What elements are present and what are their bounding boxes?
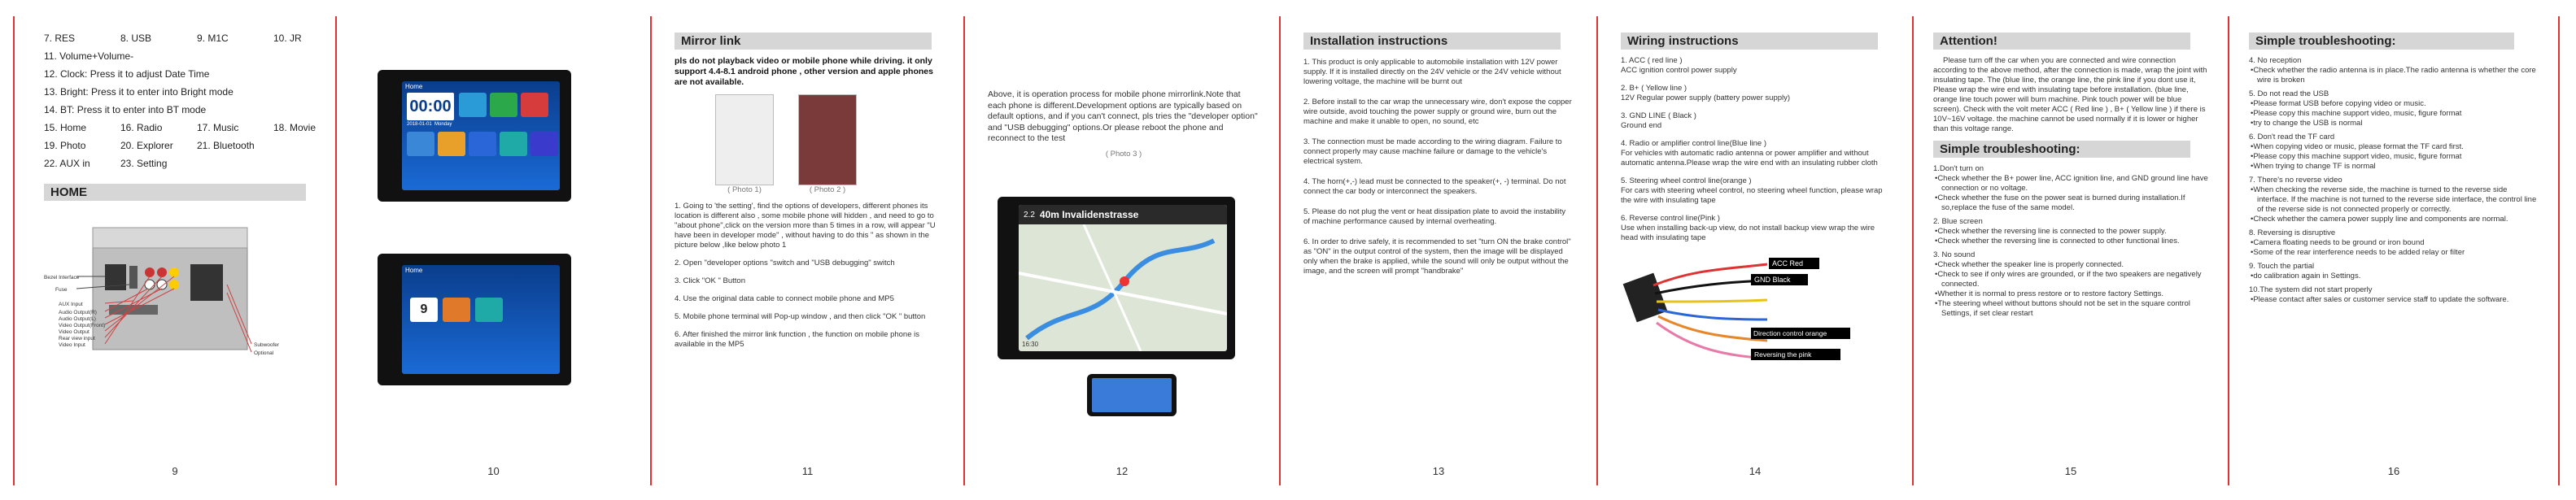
wiring-item-desc: For cars with steering wheel control, no steering wheel function, please wrap the wire with insulating tape bbox=[1621, 186, 1883, 205]
phone-photo-1 bbox=[715, 94, 774, 185]
wiring-list bbox=[1621, 56, 1889, 243]
trouble-bullet: •try to change the USB is normal bbox=[2251, 119, 2363, 128]
menu-item: 15. Home bbox=[44, 122, 87, 133]
menu-row bbox=[44, 83, 306, 101]
trouble-title: 5. Do not read the USB bbox=[2249, 89, 2329, 98]
wiring-item-desc: 12V Regular power supply (battery power supply) bbox=[1621, 93, 1791, 102]
menu-list bbox=[44, 29, 317, 172]
callout-rear-view: Rear view input bbox=[59, 336, 95, 341]
step-item: 4. Use the original data cable to connect mobile phone and MP5 bbox=[675, 294, 894, 303]
trouble-title: 10.The system did not start properly bbox=[2249, 285, 2373, 294]
menu-item: 17. Music bbox=[197, 122, 239, 133]
page-number: 16 bbox=[2387, 465, 2400, 477]
instruction-item: 6. In order to drive safely, it is recommended to set "turn ON the brake control" as "ON" in the output control of the system, then the image will be displayed only when the brake is applied, while the sound will only be output without the image, and the screen will prompt "handbrake" bbox=[1303, 237, 1571, 276]
setting-tile[interactable] bbox=[530, 132, 558, 156]
wiring-header: Wiring instructions bbox=[1621, 33, 1878, 50]
trouble-bullet: •Please copy this machine support video, music, figure format bbox=[2251, 152, 2462, 161]
troubleshooting-header-2: Simple troubleshooting: bbox=[2249, 33, 2514, 50]
trouble-bullet: •Check whether the fuse on the power seat is burned during installation.If so,replace the fuse of the same model. bbox=[1935, 193, 2185, 212]
step-item: 6. After finished the mirror link function , the function on mobile phone is available in the MP5 bbox=[675, 330, 919, 349]
trouble-bullet: •When trying to change TF is normal bbox=[2251, 162, 2376, 171]
callout-video-front: Video Output(Front) bbox=[59, 323, 106, 328]
menu-item: 8. USB bbox=[120, 33, 152, 44]
trouble-title: 8. Reversing is disruptive bbox=[2249, 228, 2336, 237]
status-bar: Home bbox=[405, 83, 423, 90]
label-gnd-black: GND Black bbox=[1754, 276, 1791, 284]
page-10 bbox=[335, 16, 650, 485]
trouble-bullet: •Check whether the radio antenna is in place.The radio antenna is whether the core wire is broken bbox=[2251, 66, 2536, 85]
steps-list bbox=[675, 202, 941, 350]
trouble-bullet: •Camera floating needs to be ground or iron bound bbox=[2251, 238, 2425, 247]
mirror-link-header: Mirror link bbox=[675, 33, 932, 50]
wiring-item-title: 4. Radio or amplifier control line(Blue line ) bbox=[1621, 139, 1766, 148]
nav-distance: 2.2 bbox=[1024, 210, 1035, 220]
callout-optional: Optional bbox=[254, 350, 274, 356]
page-11 bbox=[650, 16, 963, 485]
menu-item: 22. AUX in bbox=[44, 158, 90, 169]
wiring-item-desc: Use when installing back-up view, do not install backup view wrap the wire head with insulating tape bbox=[1621, 224, 1875, 242]
menu-item: 14. BT: Press it to enter into BT mode bbox=[44, 104, 207, 115]
aux-tile-3[interactable] bbox=[475, 298, 503, 322]
callout-video-in: Video Input bbox=[59, 342, 85, 348]
trouble-bullet: •When copying video or music, please format the TF card first. bbox=[2251, 142, 2464, 151]
wiring-item bbox=[1621, 176, 1889, 206]
label-reversing-pink: Reversing the pink bbox=[1754, 350, 1812, 359]
page-number: 11 bbox=[801, 465, 814, 477]
trouble-title: 4. No reception bbox=[2249, 56, 2302, 65]
installation-header: Installation instructions bbox=[1303, 33, 1561, 50]
step-item: 2. Open "developer options "switch and "USB debugging" switch bbox=[675, 259, 895, 267]
trouble-bullet: •Some of the rear interference needs to be added relay or filter bbox=[2251, 248, 2465, 257]
trouble-title: 2. Blue screen bbox=[1933, 217, 1983, 226]
wiring-item-desc: For vehicles with automatic radio antenna or power amplifier and without automatic antenna.Please wrap the wire end with an insulating rubber cloth bbox=[1621, 149, 1878, 167]
attention-header: Attention! bbox=[1933, 33, 2190, 50]
page-number: 10 bbox=[487, 465, 500, 477]
explorer-tile[interactable] bbox=[438, 132, 465, 156]
nav-map bbox=[1019, 224, 1227, 351]
callout-bezel: Bezel Interface bbox=[44, 275, 80, 280]
trouble-bullet: •Check whether the speaker line is properly connected. bbox=[1935, 260, 2124, 269]
home-header: HOME bbox=[44, 184, 306, 201]
trouble-item bbox=[1933, 250, 2208, 319]
instruction-item: 4. The horn(+,-) lead must be connected to the speaker(+, -) terminal. Do not connect the car body or interconnect the speakers. bbox=[1303, 177, 1566, 196]
aux-tile-2[interactable] bbox=[443, 298, 470, 322]
nav-unit bbox=[998, 197, 1235, 359]
callout-subwoofer: Subwoofer bbox=[254, 342, 280, 348]
menu-item: 19. Photo bbox=[44, 140, 86, 151]
trouble-bullet: •Please copy this machine support video, music, figure format bbox=[2251, 109, 2462, 118]
menu-item: 18. Movie bbox=[273, 122, 317, 133]
wiring-item bbox=[1621, 84, 1889, 103]
attention-text: Please turn off the car when you are connected and wire connection according to the above method, after the connection is made, wrap the joint with insulating tape. The (blue line, the orange line, the pink line if you dont use it, Please wrap the wire end with insulating tape before installation. (blue line, orange line touch power will burn machine. Pink touch power will be blue screen). Check with the volt meter ACC ( Red line ) , B+ ( Yellow line ) if there is 10V~16V voltage. the machine cannot be used normally if it is lower or higher than this voltage range. bbox=[1933, 56, 2207, 133]
label-acc-red: ACC Red bbox=[1772, 259, 1804, 267]
instruction-item: 3. The connection must be made according to the wiring diagram. Failure to connect properly may cause machine failure or damage to the vehicle's electrical system. bbox=[1303, 137, 1562, 166]
instruction-item: 2. Before install to the car wrap the unnecessary wire, don't expose the copper wire outside, avoid touching the power supply or ground wire, burn out the machine and make it unable to open, no sound, etc bbox=[1303, 98, 1572, 126]
page-9 bbox=[13, 16, 335, 485]
date-display: 2018-01-01 bbox=[407, 122, 432, 127]
menu-row bbox=[44, 101, 306, 119]
trouble-item bbox=[2249, 228, 2539, 258]
trouble-title: 7. There's no reverse video bbox=[2249, 176, 2342, 185]
page-number: 13 bbox=[1432, 465, 1445, 477]
aux-tile[interactable] bbox=[500, 132, 527, 156]
instruction-item: 1. This product is only applicable to automobile installation with 12V power supply. If it is installed directly on the 24V vehicle or the 24V vehicle without lowering voltage, the machine will be burnt out bbox=[1303, 58, 1561, 86]
wiring-item-title: 6. Reverse control line(Pink ) bbox=[1621, 214, 1720, 223]
step-item: 3. Click "OK " Button bbox=[675, 276, 745, 285]
page-12 bbox=[963, 16, 1279, 485]
wiring-item-title: 2. B+ ( Yellow line ) bbox=[1621, 84, 1687, 93]
trouble-bullet: •Check whether the B+ power line, ACC ignition line, and GND ground line have connection or no voltage. bbox=[1935, 174, 2208, 193]
status-bar-2: Home bbox=[405, 267, 423, 274]
wiring-item-desc: Ground end bbox=[1621, 121, 1662, 130]
callout-video-out: Video Output bbox=[59, 329, 90, 335]
music-tile[interactable] bbox=[490, 93, 517, 117]
photo-2-caption: ( Photo 2 ) bbox=[809, 185, 846, 194]
movie-tile[interactable] bbox=[521, 93, 548, 117]
trouble-title: 3. No sound bbox=[1933, 250, 1976, 259]
nav-street: 40m Invalidenstrasse bbox=[1039, 209, 1139, 220]
step-item: 1. Going to 'the setting', find the options of developers, different phones its location is different also , some mobile phone will hidden , and need to go to "about phone",click on the version more than 5 times in a row, will appear "U have been in developer mode" , without having to do this " as shown in the picture below ,like below photo 1 bbox=[675, 202, 936, 250]
head-unit-screen-1 bbox=[378, 70, 571, 202]
wiring-item bbox=[1621, 111, 1889, 131]
page-13 bbox=[1279, 16, 1596, 485]
head-unit-rear-diagram bbox=[44, 207, 312, 386]
trouble-title: 9. Touch the partial bbox=[2249, 262, 2315, 271]
wiring-item bbox=[1621, 139, 1889, 168]
callout-audio-l: Audio Output(L) bbox=[59, 316, 96, 322]
trouble-item bbox=[1933, 164, 2208, 213]
wiring-item-title: 5. Steering wheel control line(orange ) bbox=[1621, 176, 1752, 185]
trouble-bullet: •Check to see if only wires are grounded, or if the two speakers are negatively connected. bbox=[1935, 270, 2202, 289]
menu-item: 11. Volume+Volume- bbox=[44, 50, 134, 62]
trouble-bullet: •The steering wheel without buttons should not be set in the square control Settings, if set clear restart bbox=[1935, 299, 2190, 318]
trouble-bullet: •Check whether the reversing line is connected to the power supply. bbox=[1935, 227, 2167, 236]
page-number: 15 bbox=[2064, 465, 2077, 477]
page-16 bbox=[2228, 16, 2560, 485]
trouble-item bbox=[1933, 217, 2208, 246]
menu-item: 9. M1C bbox=[197, 33, 229, 44]
wiring-item-title: 3. GND LINE ( Black ) bbox=[1621, 111, 1696, 120]
callout-audio-r: Audio Output(R) bbox=[59, 310, 97, 315]
wiring-harness-diagram bbox=[1621, 253, 1865, 367]
phone-cable-image bbox=[1087, 374, 1177, 416]
page-number: 9 bbox=[172, 465, 178, 477]
trouble-item bbox=[2249, 89, 2539, 128]
menu-row bbox=[44, 119, 317, 137]
photo-1-caption: ( Photo 1) bbox=[727, 185, 762, 194]
trouble-bullet: •Please format USB before copying video or music. bbox=[2251, 99, 2426, 108]
menu-item: 16. Radio bbox=[120, 122, 163, 133]
page-14 bbox=[1596, 16, 1912, 485]
menu-row bbox=[44, 65, 306, 83]
label-direction-orange: Direction control orange bbox=[1753, 329, 1827, 337]
wiring-item bbox=[1621, 214, 1889, 243]
wiring-item-title: 1. ACC ( red line ) bbox=[1621, 56, 1683, 65]
trouble-item bbox=[2249, 176, 2539, 224]
trouble-bullet: •Check whether the reversing line is connected to other functional lines. bbox=[1935, 237, 2180, 246]
trouble-item bbox=[2249, 56, 2539, 85]
menu-item: 12. Clock: Press it to adjust Date Time bbox=[44, 68, 210, 80]
trouble-bullet: •Whether it is normal to press restore or to restore factory Settings. bbox=[1935, 289, 2164, 298]
radio-tile[interactable] bbox=[459, 93, 487, 117]
trouble-item bbox=[2249, 285, 2539, 305]
calendar-tile[interactable]: 9 bbox=[410, 298, 438, 322]
menu-item: 21. Bluetooth bbox=[197, 140, 255, 151]
trouble-title: 1.Don't turn on bbox=[1933, 164, 1984, 173]
menu-item: 10. JR bbox=[273, 33, 302, 44]
trouble-item bbox=[2249, 133, 2539, 172]
trouble-bullet: •When checking the reverse side, the machine is turned to the reverse side interface. If the machine is not turned to the reverse side interface, the control line of the reverse side is not connected properly or correctly. bbox=[2251, 185, 2537, 214]
menu-item: 7. RES bbox=[44, 33, 76, 44]
menu-item: 23. Setting bbox=[120, 158, 168, 169]
menu-item: 13. Bright: Press it to enter into Bright mode bbox=[44, 86, 234, 98]
page-number: 12 bbox=[1116, 465, 1129, 477]
intro-text: Above, it is operation process for mobile phone mirrorlink.Note that each phone is different.Development options are typically based on default options, and if you can't connect, pls tries the "developer option" and "USB debugging" options.Or please reboot the phone and reconnect to the test bbox=[988, 89, 1258, 143]
step-item: 5. Mobile phone terminal will Pop-up window , and then click "OK " button bbox=[675, 312, 926, 321]
nav-time: 16:30 bbox=[1022, 341, 1039, 348]
nav-top-bar bbox=[1019, 205, 1227, 224]
trouble-bullet: •Please contact after sales or customer service staff to update the software. bbox=[2251, 295, 2509, 304]
wiring-item-desc: ACC ignition control power supply bbox=[1621, 66, 1737, 75]
trouble-bullet: •do calibration again in Settings. bbox=[2251, 272, 2361, 280]
callout-aux: AUX Input bbox=[59, 302, 83, 307]
callout-fuse: Fuse bbox=[55, 287, 68, 293]
installation-list bbox=[1303, 58, 1574, 276]
menu-row bbox=[44, 137, 306, 154]
day-display: Monday bbox=[434, 122, 452, 127]
warning-text: pls do not playback video or mobile phone while driving. it only support 4.4-8.1 android phone , other version and apple phones are not available. bbox=[675, 56, 933, 87]
trouble-bullet: •Check whether the camera power supply line and components are normal. bbox=[2251, 215, 2508, 224]
page-15 bbox=[1912, 16, 2228, 485]
phone-photo-2 bbox=[798, 94, 857, 185]
photo-3-caption: ( Photo 3 ) bbox=[1105, 149, 1142, 159]
wiring-item bbox=[1621, 56, 1889, 76]
menu-item: 20. Explorer bbox=[120, 140, 173, 151]
head-unit-screen-2 bbox=[378, 254, 571, 385]
bluetooth-tile[interactable] bbox=[469, 132, 496, 156]
menu-row bbox=[44, 29, 306, 47]
troubleshooting-header: Simple troubleshooting: bbox=[1933, 141, 2190, 158]
clock-display: 00:00 bbox=[407, 93, 454, 120]
instruction-item: 5. Please do not plug the vent or heat dissipation plate to avoid the instability of machine performance caused by internal overheating. bbox=[1303, 207, 1566, 226]
trouble-title: 6. Don't read the TF card bbox=[2249, 133, 2335, 141]
trouble-item bbox=[2249, 262, 2539, 281]
troubleshooting-list-1 bbox=[1933, 164, 2208, 319]
photo-tile[interactable] bbox=[407, 132, 434, 156]
menu-row bbox=[44, 47, 306, 65]
page-number: 14 bbox=[1749, 465, 1762, 477]
troubleshooting-list-2 bbox=[2249, 56, 2539, 305]
menu-row bbox=[44, 154, 306, 172]
